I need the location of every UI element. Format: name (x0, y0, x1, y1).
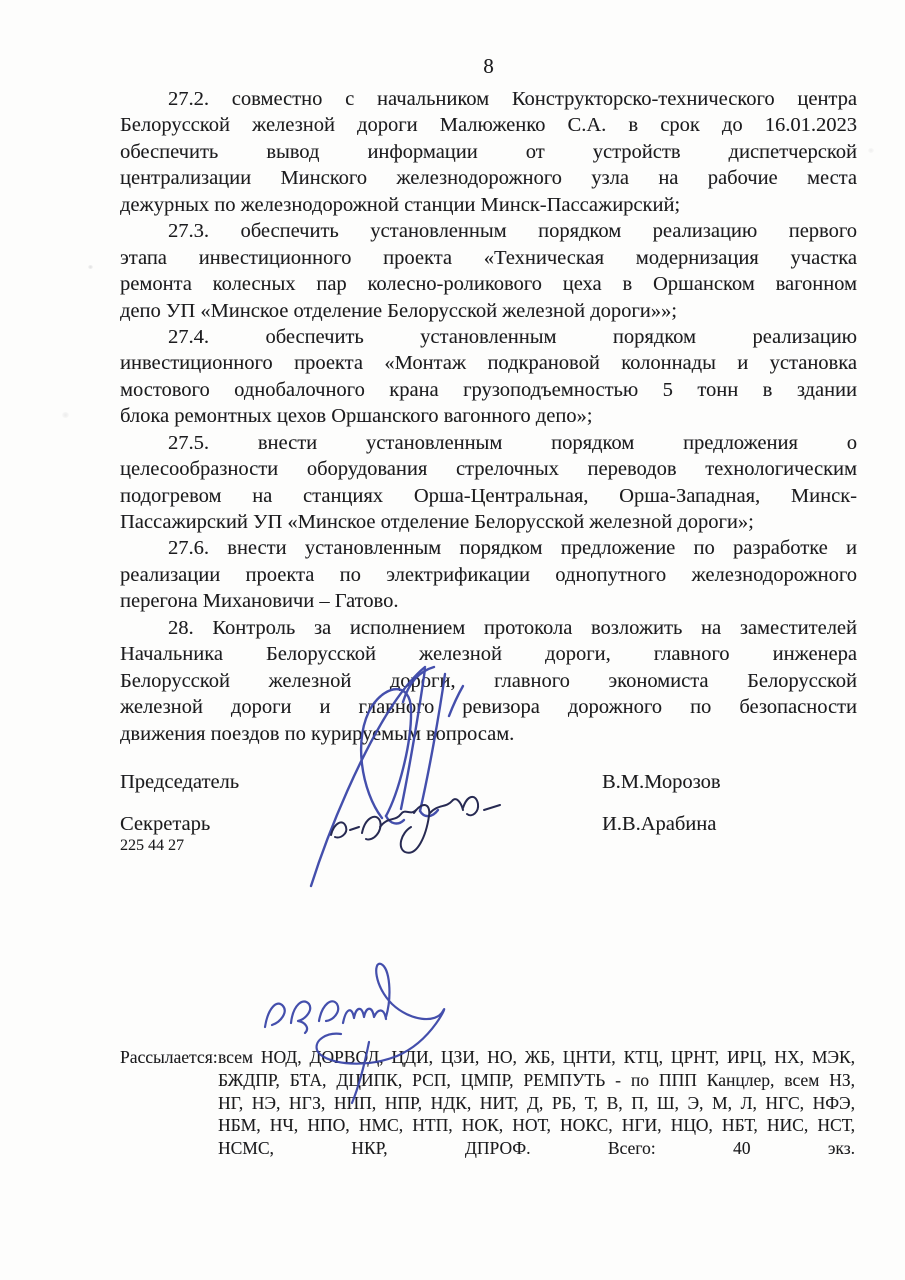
body-line: 27.4. обеспечить установленным порядком реализацию (168, 325, 857, 348)
chairman-name: В.М.Морозов (602, 771, 721, 793)
distribution-line: НГ, НЭ, НГЗ, НПП, НПР, НДК, НИТ, Д, РБ, Т, В, П, Ш, Э, М, Л, НГС, НФЭ, (218, 1092, 855, 1113)
body-line: подогревом на станциях Орша-Центральная, Орша-Западная, Минск- (120, 484, 857, 507)
body-line: этапа инвестиционного проекта «Техническая модернизация участка (120, 246, 857, 269)
body-line: дежурных по железнодорожной станции Минск-Пассажирский; (120, 193, 681, 216)
distribution-line: БЖДПР, БТА, ДЦИПК, РСП, ЦМПР, РЕМПУТЬ - по ППП Канцлер, всем НЗ, (218, 1069, 855, 1090)
body-line: 27.5. внести установленным порядком предложения о (168, 431, 857, 454)
scan-speck (88, 265, 93, 269)
distribution-label: Рассылается: (120, 1047, 218, 1067)
body-line: перегона Михановичи – Гатово. (120, 590, 399, 613)
scan-speck (868, 148, 874, 153)
body-line: 27.3. обеспечить установленным порядком реализацию первого (168, 220, 857, 243)
distribution-line: всем НОД, ДОРВОД, ЦДИ, ЦЗИ, НО, ЖБ, ЦНТИ, КТЦ, ЦРНТ, ИРЦ, НХ, МЭК, (218, 1047, 855, 1067)
body-line: депо УП «Минское отделение Белорусской железной дороги»»; (120, 299, 677, 322)
body-line: 27.6. внести установленным порядком предложение по разработке и (168, 537, 857, 560)
body-line: реализации проекта по электрификации однопутного железнодорожного (120, 563, 857, 586)
body-line: блока ремонтных цехов Оршанского вагонного депо»; (120, 405, 593, 428)
body-line: ремонта колесных пар колесно-роликового цеха в Оршанском вагонном (120, 273, 857, 296)
body-line: централизации Минского железнодорожного узла на рабочие места (120, 167, 857, 190)
body-line: Белорусской железной дороги Малюженко С.А. в срок до 16.01.2023 (120, 114, 857, 137)
body-line: движения поездов по курируемым вопросам. (120, 722, 515, 745)
distribution-line: НБМ, НЧ, НПО, НМС, НТП, НОК, НОТ, НОКС, НГИ, НЦО, НБТ, НИС, НСТ, (218, 1115, 855, 1136)
body-line: мостового однобалочного крана грузоподъемностью 5 тонн в здании (120, 378, 857, 401)
secretary-title: Секретарь (120, 813, 211, 835)
body-line: 28. Контроль за исполнением протокола возложить на заместителей (168, 616, 857, 639)
body-line: Пассажирский УП «Минское отделение Белорусской железной дороги»; (120, 511, 754, 533)
scan-speck (62, 412, 69, 418)
chairman-title: Председатель (120, 771, 240, 793)
body-line: целесообразности оборудования стрелочных переводов технологическим (120, 458, 857, 481)
secretary-phone: 225 44 27 (120, 837, 184, 854)
distribution-list (218, 1046, 855, 1160)
body-line: обеспечить вывод информации от устройств диспетчерской (120, 140, 857, 163)
distribution-line: НСМС, НКР, ДПРОФ. Всего: 40 экз. (218, 1138, 855, 1159)
secretary-name: И.В.Арабина (602, 813, 717, 835)
body-line: Белорусской железной дороги, главного экономиста Белорусской (120, 669, 857, 692)
body-line: 27.2. совместно с начальником Конструкторско-технического центра (168, 88, 857, 110)
secretary-signature-ink (331, 797, 500, 853)
body-line: инвестиционного проекта «Монтаж подкрановой колоннады и установка (120, 352, 857, 375)
document-body (120, 86, 857, 747)
body-line: железной дороги и главного ревизора дорожного по безопасности (120, 696, 857, 719)
page-number: 8 (483, 54, 494, 78)
body-line: Начальника Белорусской железной дороги, главного инженера (120, 643, 857, 666)
